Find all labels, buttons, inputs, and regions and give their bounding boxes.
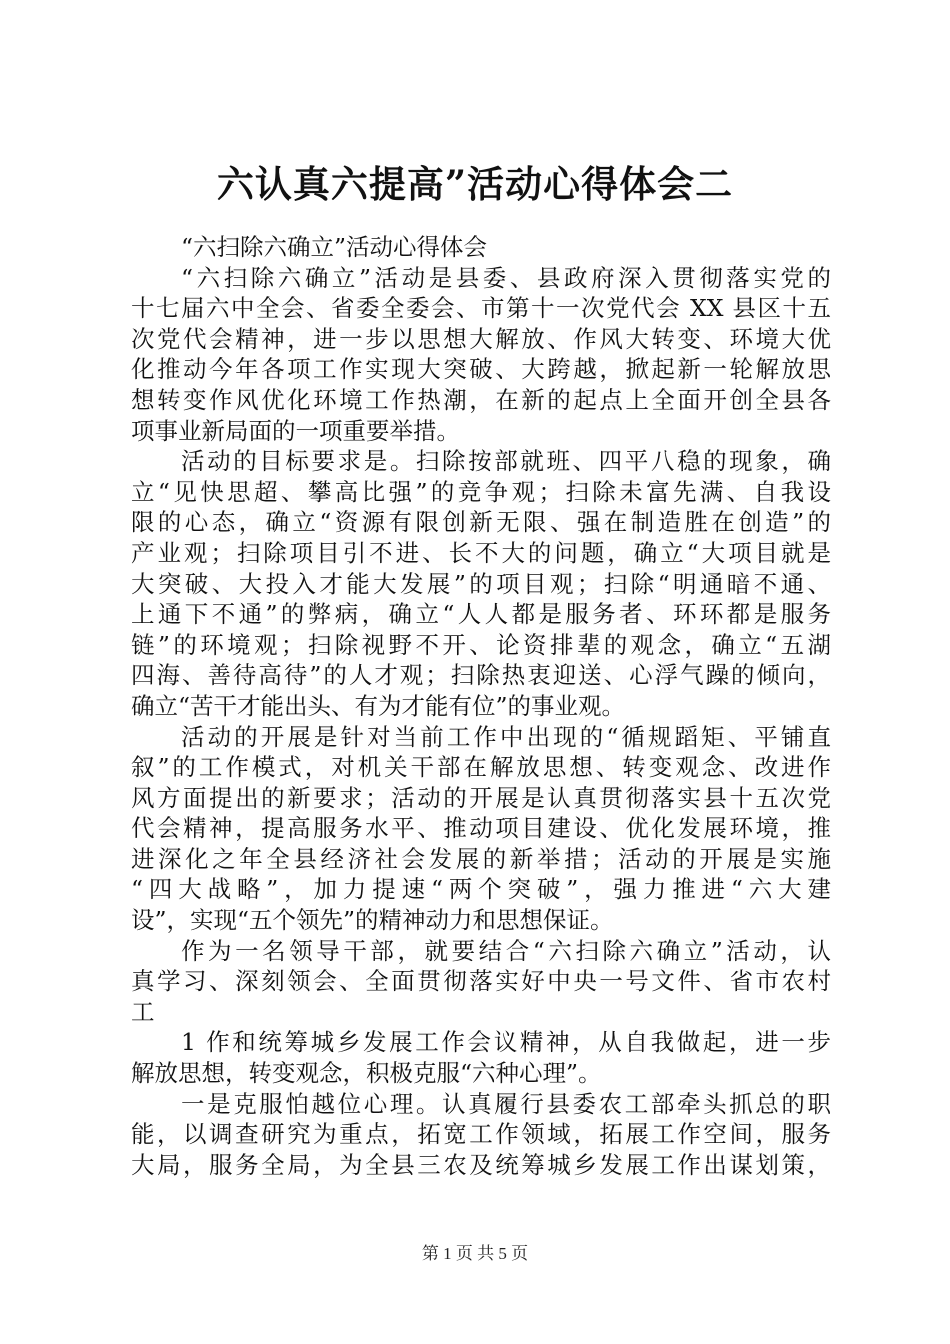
body-line: 上通下不通”的弊病，确立“人人都是服务者、环环都是服务 <box>131 600 831 629</box>
body-line: 项事业新局面的一项重要举措。 <box>131 416 460 445</box>
body-line: “六扫除六确立”活动是县委、县政府深入贯彻落实党的 <box>181 263 831 292</box>
body-line: 解放思想，转变观念，积极克服“六种心理”。 <box>131 1059 602 1088</box>
body-line: 确立“苦干才能出头、有为才能有位”的事业观。 <box>131 691 626 720</box>
body-line: 能，以调查研究为重点，拓宽工作领域，拓展工作空间，服务 <box>131 1120 831 1149</box>
body-line: 活动的目标要求是。扫除按部就班、四平八稳的现象，确 <box>181 447 831 476</box>
body-line: 十七届六中全会、省委全委会、市第十一次党代会 XX 县区十五 <box>131 294 831 323</box>
body-line: 活动的开展是针对当前工作中出现的“循规蹈矩、平铺直 <box>181 722 831 751</box>
body-line: 限的心态，确立“资源有限创新无限、强在制造胜在创造”的 <box>131 508 831 537</box>
body-line: 产业观；扫除项目引不进、长不大的问题，确立“大项目就是 <box>131 538 831 567</box>
body-line: 一是克服怕越位心理。认真履行县委农工部牵头抓总的职 <box>181 1089 831 1118</box>
body-line: 立“见快思超、攀高比强”的竞争观；扫除未富先满、自我设 <box>131 477 831 506</box>
body-line: 化推动今年各项工作实现大突破、大跨越，掀起新一轮解放思 <box>131 355 831 384</box>
body-line: 进深化之年全县经济社会发展的新举措；活动的开展是实施 <box>131 844 831 873</box>
body-line: 想转变作风优化环境工作热潮，在新的起点上全面开创全县各 <box>131 385 831 414</box>
document-body <box>131 232 831 1180</box>
document-title: 六认真六提高”活动心得体会二 <box>216 162 734 206</box>
body-line: 大局，服务全局，为全县三农及统筹城乡发展工作出谋划策， <box>131 1150 831 1179</box>
body-line: 工 <box>131 997 155 1026</box>
body-line: 大突破、大投入才能大发展”的项目观；扫除“明通暗不通、 <box>131 569 831 598</box>
body-line: “四大战略”，加力提速“两个突破”，强力推进“六大建 <box>131 875 831 904</box>
page-footer: 第 1 页 共 5 页 <box>421 1244 529 1263</box>
body-line: 次党代会精神，进一步以思想大解放、作风大转变、环境大优 <box>131 324 831 353</box>
body-line: 风方面提出的新要求；活动的开展是认真贯彻落实县十五次党 <box>131 783 831 812</box>
body-line: “六扫除六确立”活动心得体会 <box>181 233 488 261</box>
body-line: 真学习、深刻领会、全面贯彻落实好中央一号文件、省市农村 <box>131 967 831 996</box>
body-line: 叙”的工作模式，对机关干部在解放思想、转变观念、改进作 <box>131 753 831 782</box>
body-line: 四海、善待高待”的人才观；扫除热衷迎送、心浮气躁的倾向， <box>131 661 831 690</box>
body-line: 设”，实现“五个领先”的精神动力和思想保证。 <box>131 906 614 935</box>
body-line: 链”的环境观；扫除视野不开、论资排辈的观念，确立“五湖 <box>131 630 831 659</box>
body-line: 1 作和统筹城乡发展工作会议精神，从自我做起，进一步 <box>181 1028 831 1057</box>
body-line: 代会精神，提高服务水平、推动项目建设、优化发展环境，推 <box>131 814 831 843</box>
body-line: 作为一名领导干部，就要结合“六扫除六确立”活动，认 <box>181 936 831 965</box>
